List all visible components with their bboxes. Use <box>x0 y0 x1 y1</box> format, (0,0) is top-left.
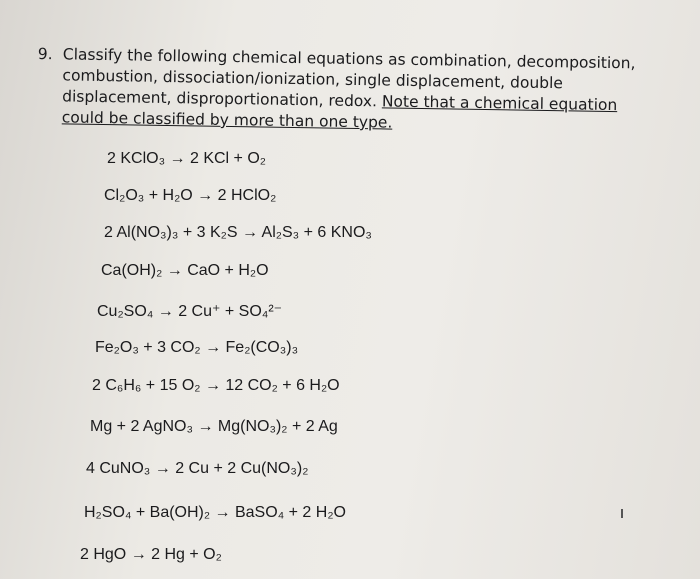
pen-mark <box>621 509 623 518</box>
equation-11: 2 HgO → 2 Hg + O₂ <box>80 546 222 563</box>
equation-9: 4 CuNO₃ → 2 Cu + 2 Cu(NO₃)₂ <box>86 460 309 477</box>
equation-4: Ca(OH)₂ → CaO + H₂O <box>101 262 269 279</box>
question-block <box>37 44 638 137</box>
question-note: Note that a chemical equation could be classified by more than one type. <box>61 92 618 132</box>
equation-10: H₂SO₄ + Ba(OH)₂ → BaSO₄ + 2 H₂O <box>84 504 346 521</box>
question-prompt: Classify the following chemical equations as combination, decomposition, combustion, dissociation/ionization, single displacement, double displacement, disproportionation, redox. <box>62 45 636 111</box>
question-number: 9. <box>37 44 53 64</box>
question-text <box>62 44 638 137</box>
equation-8: Mg + 2 AgNO₃ → Mg(NO₃)₂ + 2 Ag <box>90 418 338 435</box>
equation-6: Fe₂O₃ + 3 CO₂ → Fe₂(CO₃)₃ <box>95 339 299 356</box>
equation-2: Cl₂O₃ + H₂O → 2 HClO₂ <box>104 187 277 204</box>
equation-1: 2 KClO₃ → 2 KCl + O₂ <box>107 150 266 167</box>
equation-3: 2 Al(NO₃)₃ + 3 K₂S → Al₂S₃ + 6 KNO₃ <box>104 224 372 241</box>
equation-5: Cu₂SO₄ → 2 Cu⁺ + SO₄²⁻ <box>97 303 283 320</box>
equation-7: 2 C₆H₆ + 15 O₂ → 12 CO₂ + 6 H₂O <box>92 377 340 394</box>
